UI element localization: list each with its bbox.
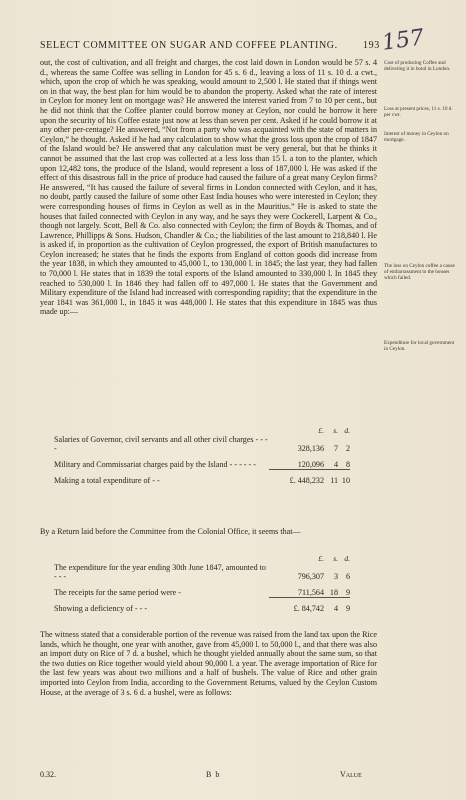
table-header-row [54,425,350,435]
return-paragraph [40,519,377,545]
table-total-row: Making a total expenditure of - - £. 448,232 11 10 [54,469,350,485]
footer-catchword: Value [340,770,362,779]
col-shillings: s. [333,554,338,563]
col-pounds: £. [318,554,324,563]
return-text: By a Return laid before the Committee from the Colonial Office, it seems that— [40,527,301,537]
col-shillings: s. [333,426,338,435]
table-row: Salaries of Governor, civil servants and all other civil charges - - - - 328,136 7 2 [54,435,350,453]
table-header-row [54,553,350,563]
margin-note-failures: The loss on Ceylon coffee a cause of embarrassment to the houses which failed. [384,263,455,281]
table-row: The expenditure for the year ending 30th June 1847, amounted to - - - 796,307 3 6 [54,563,350,581]
margin-note-expenditure: Expenditure for local government in Ceylon. [384,340,455,352]
col-pence: d. [344,554,350,563]
footer-signature: B b [206,770,221,779]
footer-reference: 0.32. [40,770,56,779]
table-row: Military and Commissariat charges paid by the Island - - - - - - 120,096 4 8 [54,459,350,469]
margin-note-interest: Interest of money in Ceylon on mortgage. [384,131,449,143]
table-total-row: Showing a deficiency of - - - £. 84,742 4 9 [54,597,350,613]
page-number: 193 [363,40,380,51]
margin-note-loss: Loss at present prices, 11 s. 10 d. per cwt. [384,106,453,118]
expenditure-table [54,425,350,485]
table-row: The receipts for the same period were - 711,564 18 9 [54,587,350,597]
main-paragraph [40,58,377,317]
body-text: out, the cost of cultivation, and all freight and charges, the cost laid down in London would be 57 s. 4 d., whereas the same Coffee was selling in London for 45 s. 6 d., leaving a loss of 11 s. 10 d. a cwt., which, upon the crop of which he was speaking, would amount to 2,500 l. He stated that if things went on in that way, the best plan for him would be to abandon the property. Asked what the rate of interest in Ceylon for money lent on mortgage was? He answered the interest varied from 7 to 10 per cent., but he did not think that the Coffee planter could borrow money at Ceylon, nor could he borrow it here upon the security of his Coffee estate just now at less than seven per cent. Asked if he could borrow it at any other per-centage? He answered, “Not from a party who was acquainted with the state of matters in Ceylon,” he thought. Asked if he had any calculation to show what the gross loss upon the crop of 1847 of the Island would be? He answered that any calculation must be very general, but that he thinks it cannot be assumed that the last crop was collected at a less loss than 15 l. a ton to the planter, which upon 12,482 tons, the produce of the Island, would represent a loss of 187,000 l. He was asked if the effect of this disastrous fall in the price of produce had caused the failure of a great many Ceylon firms? He answered, “It has caused the failure of several firms in London connected with Ceylon, and it has, no doubt, partly caused the failure of some other East India houses who were interested in Ceylon; they were corresponding houses of firms in Ceylon as well as in the Mauritius.” He is asked to state the houses that failed connected with Ceylon in any way, and he says they were Cockerell, Larpent & Co., though not largely. Scott, Bell & Co. also connected with Ceylon; the firm of Boyds & Thomas, and of Lawrence, Phillipps & Sons. Hudson, Chandler & Co.; the liabilities of the last amount to 218,840 l. He is asked if, in proportion as the cultivation of Ceylon progressed, the export of British manufactures to Ceylon increased; he states that he finds the exports from England of cotton goods did increase from the year 1838, in which they amounted to 45,000 l., to 130,000 l. in 1845; the last year, they had fallen to 70,000 l. He states that in 1839 the total exports of the Island amounted to 330,000 l. In 1845 they reached to 530,000 l. In 1846 they had fallen off to 497,000 l. He states that the Government and Military expenditure of the Island had increased with corresponding rapidity; that the expenditure in the year 1841 was 361,000 l., in 1845 it was 448,000 l. He states that this expenditure in 1845 was thus made up:— [40,58,378,317]
running-title: SELECT COMMITTEE ON SUGAR AND COFFEE PLANTING. [40,40,338,51]
handwritten-folio-number: 157 [380,25,426,56]
margin-note-cost: Cost of producing Coffee and delivering it in bond in London. [384,60,451,72]
rice-text: The witness stated that a considerable portion of the revenue was raised from the land tax upon the Rice lands, which he thought, one year with another, gave from 45,000 l. to 50,000 l., and that there was also an import duty on Rice of 7 d. a bushel, which he thought yielded annually about the same sum, so that the two duties on Rice together would yield about 90,000 l. a year. The average importation of Rice for the last few years was about two millions and a half of bushels. The value of Rice and other grain imported into Ceylon from India, according to the Government Returns, valued by the Ceylon Custom House, at the average of 3 s. 6 d. a bushel, were as follows: [40,630,377,697]
col-pounds: £. [318,426,324,435]
rice-paragraph [40,622,377,705]
deficiency-table [54,553,350,613]
col-pence: d. [344,426,350,435]
